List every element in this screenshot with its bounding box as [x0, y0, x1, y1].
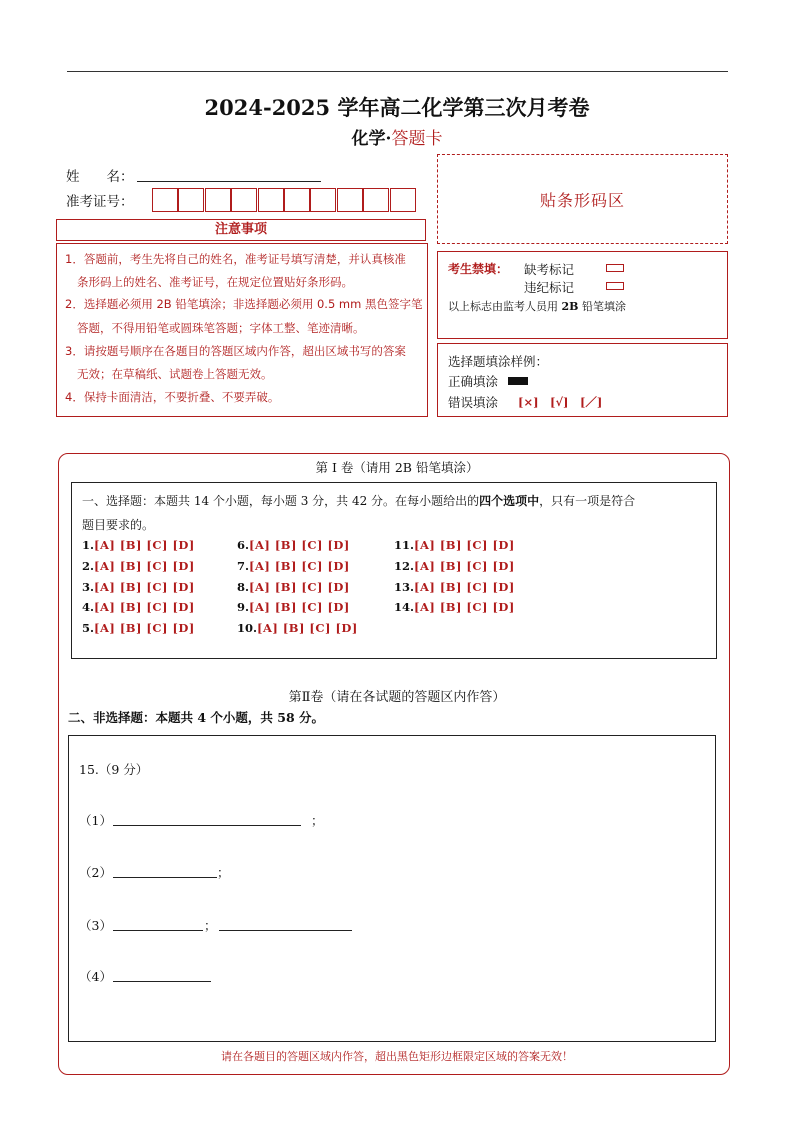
wrong-fill-samples: [×] [√] [／] — [518, 395, 603, 409]
q15-sub1-blank[interactable] — [113, 825, 301, 826]
name-field[interactable] — [137, 181, 321, 182]
question-number: 6. — [237, 538, 250, 552]
barcode-area — [437, 154, 728, 244]
semicolon: ； — [217, 865, 230, 880]
choice-question[interactable] — [82, 600, 195, 614]
q15-sub3-blank-a[interactable] — [113, 930, 203, 931]
violation-label: 违纪标记 — [524, 280, 575, 295]
question-number: 12. — [394, 559, 415, 573]
q15-sub4-label: （4） — [79, 969, 112, 984]
question-number: 2. — [82, 559, 95, 573]
question-number: 10. — [237, 621, 258, 635]
id-label: 准考证号： — [66, 194, 134, 210]
choice-question[interactable] — [82, 580, 195, 594]
choice-question[interactable] — [82, 621, 195, 635]
question-number: 9. — [237, 600, 250, 614]
choice-instruction-2: 题目要求的。 — [82, 518, 155, 532]
choice-options[interactable]: [A] [B] [C] [D] — [249, 559, 350, 573]
forbid-title: 考生禁填： — [448, 262, 509, 276]
question-number: 4. — [82, 600, 95, 614]
part1-title: 第 I 卷（请用 2B 铅笔填涂） — [315, 460, 479, 475]
semicolon: ； — [204, 918, 217, 933]
fill-sample-box — [437, 343, 728, 417]
header-rule — [67, 71, 728, 72]
sample-title: 选择题填涂样例： — [448, 354, 549, 369]
q15-title: 15.（9 分） — [79, 762, 149, 777]
notice-line: 2．选择题必须用 2B 铅笔填涂；非选择题必须用 0.5 mm 黑色签字笔 — [65, 297, 423, 311]
choice-question[interactable] — [237, 621, 358, 635]
choice-instruction: 一、选择题：本题共 14 个小题，每小题 3 分，共 42 分。在每小题给出的四个选项中，只有一项是符合 — [82, 494, 636, 508]
q15-answer-box — [68, 735, 716, 1042]
notice-line: 1．答题前，考生先将自己的姓名，准考证号填写清楚，并认真核准 — [65, 252, 406, 266]
question-number: 7. — [237, 559, 250, 573]
choice-options[interactable]: [A] [B] [C] [D] — [414, 538, 515, 552]
choice-options[interactable]: [A] [B] [C] [D] — [94, 538, 195, 552]
choice-options[interactable]: [A] [B] [C] [D] — [94, 580, 195, 594]
part2-title: 第Ⅱ卷（请在各试题的答题区内作答） — [288, 690, 506, 705]
choice-options[interactable]: [A] [B] [C] [D] — [257, 621, 358, 635]
choice-options[interactable]: [A] [B] [C] [D] — [249, 600, 350, 614]
exam-title: 2024-2025 学年高二化学第三次月考卷 — [204, 95, 590, 120]
question-number: 8. — [237, 580, 250, 594]
q15-sub2-label: （2） — [79, 865, 112, 880]
q15-sub3-label: （3） — [79, 918, 112, 933]
violation-mark-box[interactable] — [606, 282, 624, 290]
choice-question[interactable] — [237, 559, 350, 573]
question-number: 14. — [394, 600, 415, 614]
notice-box — [56, 243, 428, 417]
choice-options[interactable]: [A] [B] [C] [D] — [414, 580, 515, 594]
q15-sub4-blank[interactable] — [113, 981, 211, 982]
exam-subtitle — [0, 124, 794, 149]
choice-question[interactable] — [82, 559, 195, 573]
name-label: 姓 名： — [66, 169, 134, 185]
id-digit-box[interactable] — [231, 188, 257, 212]
choice-question[interactable] — [394, 538, 515, 552]
q15-sub2-blank[interactable] — [113, 877, 217, 878]
choice-options[interactable]: [A] [B] [C] [D] — [414, 559, 515, 573]
wrong-fill-label: 错误填涂 — [448, 395, 499, 410]
choice-options[interactable]: [A] [B] [C] [D] — [249, 580, 350, 594]
examiner-only-box — [437, 251, 728, 339]
notice-line: 无效；在草稿纸、试题卷上答题无效。 — [77, 367, 273, 381]
id-digit-box[interactable] — [178, 188, 204, 212]
id-digit-box[interactable] — [363, 188, 389, 212]
id-digit-box[interactable] — [258, 188, 284, 212]
id-digit-box[interactable] — [310, 188, 336, 212]
notice-title: 注意事项 — [56, 219, 426, 241]
q15-sub3-blank-b[interactable] — [219, 930, 352, 931]
choice-options[interactable]: [A] [B] [C] [D] — [414, 600, 515, 614]
id-digit-box[interactable] — [390, 188, 416, 212]
choice-question[interactable] — [237, 580, 350, 594]
question-number: 5. — [82, 621, 95, 635]
id-digit-box[interactable] — [337, 188, 363, 212]
footer-warning: 请在各题目的答题区域内作答，超出黑色矩形边框限定区域的答案无效！ — [221, 1050, 573, 1063]
choice-answer-box — [71, 482, 717, 659]
correct-fill-sample — [508, 377, 528, 385]
subtitle-subject: 化学· — [351, 129, 392, 149]
choice-options[interactable]: [A] [B] [C] [D] — [94, 621, 195, 635]
notice-line: 条形码上的姓名、准考证号，在规定位置贴好条形码。 — [77, 275, 353, 289]
absent-mark-box[interactable] — [606, 264, 624, 272]
question-number: 3. — [82, 580, 95, 594]
choice-question[interactable] — [237, 538, 350, 552]
choice-options[interactable]: [A] [B] [C] [D] — [94, 600, 195, 614]
notice-line: 4．保持卡面清洁，不要折叠、不要弄破。 — [65, 390, 280, 404]
forbid-note: 以上标志由监考人员用 2B 铅笔填涂 — [448, 300, 626, 313]
choice-question[interactable] — [394, 559, 515, 573]
choice-options[interactable]: [A] [B] [C] [D] — [94, 559, 195, 573]
notice-line: 答题，不得用铅笔或圆珠笔答题；字体工整、笔迹清晰。 — [77, 321, 365, 335]
correct-fill-label: 正确填涂 — [448, 374, 499, 389]
id-digit-box[interactable] — [205, 188, 231, 212]
question-number: 13. — [394, 580, 415, 594]
barcode-label: 贴条形码区 — [539, 191, 625, 210]
choice-options[interactable]: [A] [B] [C] [D] — [249, 538, 350, 552]
semicolon: ； — [311, 813, 324, 828]
id-digit-box[interactable] — [152, 188, 178, 212]
question-number: 1. — [82, 538, 95, 552]
absent-label: 缺考标记 — [524, 262, 575, 277]
choice-question[interactable] — [237, 600, 350, 614]
notice-line: 3．请按题号顺序在各题目的答题区域内作答，超出区域书写的答案 — [65, 344, 406, 358]
part2-instruction: 二、非选择题：本题共 4 个小题，共 58 分。 — [68, 710, 325, 725]
question-number: 11. — [394, 538, 415, 552]
subtitle-answer-card: 答题卡 — [391, 129, 443, 149]
choice-question[interactable] — [82, 538, 195, 552]
q15-sub1-label: （1） — [79, 813, 112, 828]
id-digit-box[interactable] — [284, 188, 310, 212]
choice-question[interactable] — [394, 580, 515, 594]
choice-question[interactable] — [394, 600, 515, 614]
